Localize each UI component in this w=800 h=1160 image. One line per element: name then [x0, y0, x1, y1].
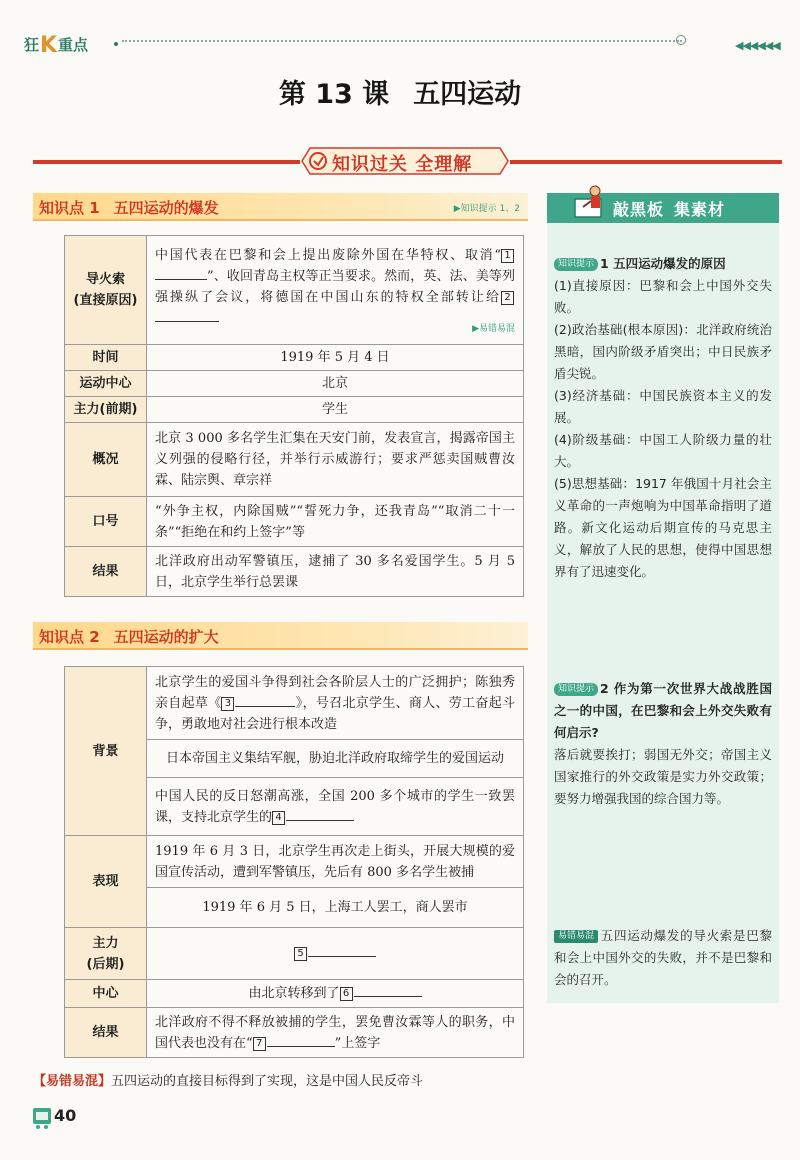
row-label-force-late: 主力 (后期)	[65, 928, 147, 980]
answer-blank-2[interactable]	[155, 321, 219, 322]
section-2-header	[33, 622, 528, 650]
row-value-result: 北洋政府出动军警镇压，逮捕了 30 多名爱国学生。5 月 5 日，北京学生举行总罢课	[147, 547, 524, 597]
row-value-center: 北京	[147, 371, 524, 397]
answer-blank-7[interactable]	[267, 1046, 335, 1047]
header-arrows-icon: ◀◀◀◀◀◀	[735, 39, 780, 52]
lesson-name: 五四运动	[413, 79, 522, 110]
lesson-title	[0, 72, 800, 111]
answer-blank-4[interactable]	[286, 820, 354, 821]
answer-blank-3[interactable]	[235, 706, 295, 707]
section-2-table	[64, 666, 524, 1058]
section-1-hint[interactable]: ▶知识提示 1、2	[453, 204, 520, 214]
row-label-time: 时间	[65, 345, 147, 371]
knowledge-2-title: 知识提示 2 作为第一次世界大战战胜国之一的中国，在巴黎和会上外交失败有何启示?	[554, 681, 772, 740]
lesson-number: 第 13 课	[278, 79, 390, 110]
blank-number: 1	[501, 249, 514, 263]
sidebar-title-b: 集素材	[674, 200, 726, 219]
row-label-performance: 表现	[65, 836, 147, 928]
banner-line-left	[33, 160, 300, 164]
footer-text: 五四运动的直接目标得到了实现，这是中国人民反帝斗	[111, 1074, 424, 1089]
blank-number: 5	[294, 947, 307, 961]
page-cart-icon	[32, 1104, 52, 1130]
performance-item-2: 1919 年 6 月 5 日，上海工人罢工，商人罢市	[147, 888, 524, 928]
section-2-title: 五四运动的扩大	[113, 628, 219, 646]
row-label-background: 背景	[65, 667, 147, 836]
knowledge-1-title: 知识提示 1 五四运动爆发的原因	[554, 253, 772, 275]
row-label-center-late: 中心	[65, 980, 147, 1008]
row-label-center: 运动中心	[65, 371, 147, 397]
blank-number: 7	[253, 1037, 266, 1051]
row-value-slogan: “外争主权，内除国贼”“誓死力争，还我青岛”“取消二十一条”“拒绝在和约上签字”等	[147, 497, 524, 547]
teacher-icon	[573, 185, 607, 223]
svg-text:狂: 狂	[24, 36, 40, 54]
knowledge-1-item: (3)经济基础：中国民族资本主义的发展。	[554, 388, 772, 425]
banner-title: 知识过关 全理解	[332, 154, 473, 175]
page-number: 40	[54, 1106, 77, 1125]
footer-note	[33, 1070, 528, 1089]
error-prone-tag[interactable]: ▶易错易混	[472, 324, 515, 334]
row-value-force: 学生	[147, 397, 524, 423]
blank-number: 6	[340, 987, 353, 1001]
banner-line-right	[510, 160, 782, 164]
sidebar-header	[547, 193, 779, 223]
sidebar-title-a: 敲黑板	[613, 200, 665, 219]
error-pill: 易错易混	[554, 930, 598, 943]
svg-text:K: K	[40, 33, 58, 56]
error-note: 易错易混 五四运动爆发的导火索是巴黎和会上中国外交的失败，并不是巴黎和会的召开。	[554, 928, 772, 987]
row-label-result-late: 结果	[65, 1008, 147, 1058]
row-value-result-late: 北洋政府不得不释放被捕的学生，罢免曹汝霖等人的职务，中国代表也没有在“ 7 ”上签字	[147, 1008, 524, 1058]
footer-tag: 【易错易混】	[33, 1074, 112, 1089]
header-rule	[122, 40, 682, 42]
svg-text:重点: 重点	[58, 36, 89, 54]
section-1-title: 五四运动的爆发	[113, 199, 219, 217]
knowledge-2-text: 落后就要挨打；弱国无外交；帝国主义国家推行的外交政策是实力外交政策；要努力增强我国的综合国力等。	[554, 747, 772, 806]
section-1-table	[64, 235, 524, 597]
knowledge-1-item: (4)阶级基础：中国工人阶级力量的壮大。	[554, 432, 772, 469]
knowledge-1-item: (1)直接原因：巴黎和会上中国外交失败。	[554, 278, 772, 315]
row-value-overview: 北京 3 000 多名学生汇集在天安门前，发表宣言，揭露帝国主义列强的侵略行径，并举行示威游行；要求严惩卖国贼曹汝霖、陆宗舆、章宗祥	[147, 423, 524, 497]
row-label-result: 结果	[65, 547, 147, 597]
knowledge-pill: 知识提示	[554, 258, 598, 271]
knowledge-1-item: (5)思想基础：1917 年俄国十月社会主义革命的一声炮响为中国革命指明了道路。新文化运动后期宣传的马克思主义，解放了人民的思想，使得中国思想界有了迅速变化。	[554, 476, 772, 579]
section-1-tag: 知识点 1	[39, 199, 100, 217]
row-label-trigger: 导火索 (直接原因)	[65, 236, 147, 345]
background-item-2: 日本帝国主义集结军舰，胁迫北洋政府取缔学生的爱国运动	[147, 740, 524, 778]
knowledge-pill: 知识提示	[554, 683, 598, 696]
background-item-1: 北京学生的爱国斗争得到社会各阶层人士的广泛拥护；陈独秀亲自起草《 3 》，号召北京学生、商人、劳工奋起斗争，勇敢地对社会进行根本改造	[147, 667, 524, 740]
sidebar-panel	[547, 223, 779, 1003]
performance-item-1: 1919 年 6 月 3 日，北京学生再次走上街头，开展大规模的爱国宣传活动，遭到军警镇压，先后有 800 多名学生被捕	[147, 836, 524, 888]
blank-number: 2	[501, 291, 514, 305]
answer-blank-6[interactable]	[354, 996, 422, 997]
header-ornament	[676, 35, 686, 45]
row-label-overview: 概况	[65, 423, 147, 497]
background-item-3: 中国人民的反日怒潮高涨，全国 200 多个城市的学生一致罢课，支持北京学生的 4	[147, 778, 524, 836]
row-value-center-late: 由北京转移到了 6	[147, 980, 524, 1008]
row-label-force: 主力(前期)	[65, 397, 147, 423]
answer-blank-1[interactable]	[155, 279, 207, 280]
section-2-tag: 知识点 2	[39, 628, 100, 646]
blank-number: 3	[221, 697, 234, 711]
blank-number: 4	[272, 811, 285, 825]
section-1-header	[33, 193, 528, 221]
row-value-force-late	[147, 928, 524, 980]
row-label-slogan: 口号	[65, 497, 147, 547]
brand-logo	[22, 30, 130, 56]
answer-blank-5[interactable]	[308, 956, 376, 957]
row-value-time: 1919 年 5 月 4 日	[147, 345, 524, 371]
row-value-trigger: 中国代表在巴黎和会上提出废除外国在华特权、取消“ 1”、收回青岛主权等正当要求。然而，英、法、美等列强操纵了会议，将德国在中国山东的特权全部转让给 2 ▶易错易混	[147, 236, 524, 345]
knowledge-1-item: (2)政治基础(根本原因)：北洋政府统治黑暗，国内阶级矛盾突出；中日民族矛盾尖锐。	[554, 322, 772, 381]
